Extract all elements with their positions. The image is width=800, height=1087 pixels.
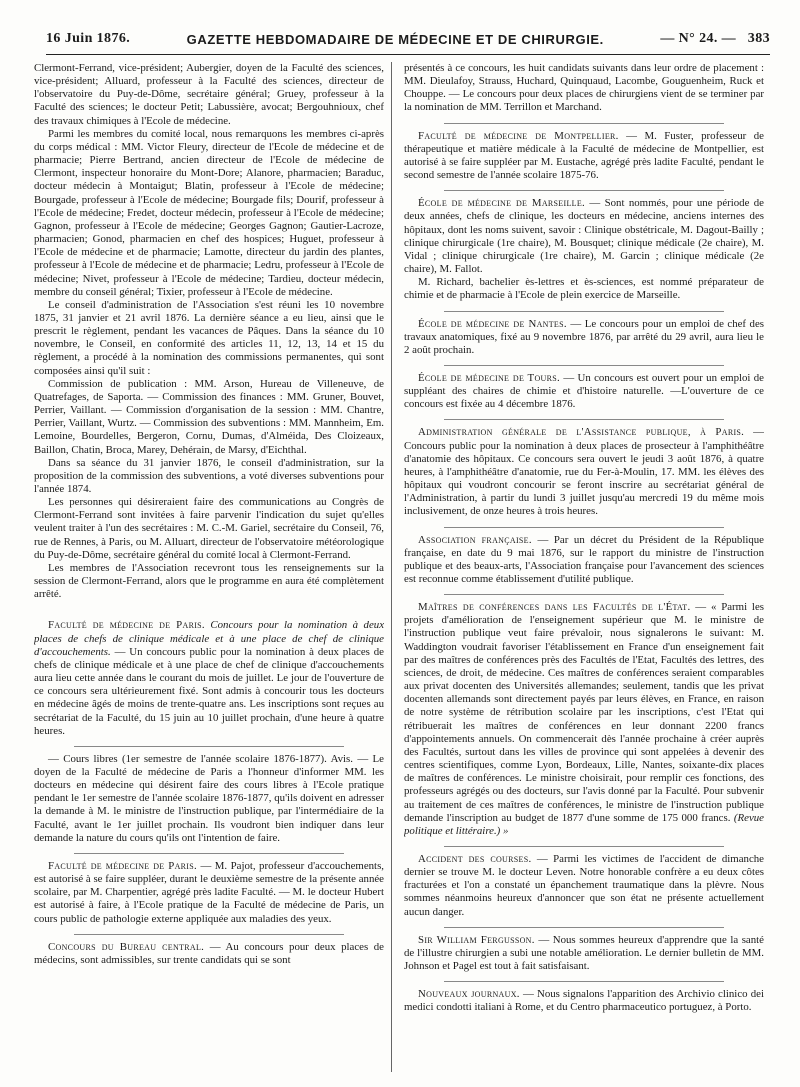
paragraph: Clermont-Ferrand, vice-président; Aubergier, doyen de la Faculté des sciences, vice-président; Alluard, professeur à la Faculté des sciences, directeur de l'observatoire du Puy-de-Dôme, secrétaire général; Gruey, professeur à la Faculté des sciences; le docteur Petit; Labussière, avocat; Bergouhnioux, chef des travaux chimiques à l'Ecole de médecine. — [34, 62, 384, 127]
item-body: — Sont nommés, pour une période de deux années, chefs de clinique, les docteurs en médecine, anciens internes des hôpitaux, dont les noms suivent, savoir : Clinique obstétricale, M. Dagout-Bailly ; clinique chirurgicale (1re chaire), M. Bousquet; clinique médicale (2e chaire), M. Vidal ; clinique chirurgicale (1re chaire), M. Garcin ; clinique médicale (2e chaire), M. Fallot. — [404, 197, 764, 276]
item-body: — M. Pajot, professeur d'accouchements, est autorisé à se faire suppléer, durant le deuxième semestre de la présente année scolaire, par M. Charpentier, agrégé près ladite Faculté. — M. le docteur Hubert est autorisé à faire, à l'Ecole pratique de la Faculté de médecine de Paris, un cours public de pathologie externe appliquée aux maladies des yeux. — [34, 859, 384, 925]
item-separator — [444, 527, 724, 528]
item-heading: Nouveaux journaux. — [418, 988, 520, 1001]
item-heading: Faculté de médecine de Paris. — [48, 619, 205, 632]
page-header — [46, 26, 770, 52]
item-body: — Nous sommes heureux d'apprendre que la santé de l'illustre chirurgien a subi une notable amélioration. Le dernier bulletin de MM. Johnson et Pagel est tout à fait satisfaisant. — [404, 933, 764, 973]
page-number: 383 — [747, 31, 770, 46]
item-heading: Maîtres de conférences dans les Facultés de l'État. — [418, 601, 691, 614]
news-item — [404, 130, 764, 183]
item-body: — Nous signalons l'apparition des Archivio clinico dei medici condotti italiani à Rome, et du Centro pharmaceutico portuguez, à Porto. — [404, 988, 764, 1014]
news-item — [404, 318, 764, 357]
item-source: (Revue politique et littéraire.) » — [404, 811, 764, 837]
news-item — [404, 534, 764, 587]
item-separator — [444, 927, 724, 928]
item-body: — Le concours pour un emploi de chef des travaux anatomiques, fixé au 9 novembre 1876, par arrêté du 29 avril, aura lieu le 2 août prochain. — [404, 317, 764, 356]
item-separator — [444, 846, 724, 847]
item-body: — Parmi les victimes de l'accident de dimanche dernier se trouve M. le docteur Leven. Notre honorable confrère a eu deux côtes fracturées et l'on a constaté un épanchement traumatique dans la plèvre. Nous sommes néanmoins heureux d'annoncer que son état ne présente actuellement aucun danger. — [404, 852, 764, 918]
item-heading: Accident des courses. — [418, 852, 532, 865]
item-heading: École de médecine de Nantes. — [418, 317, 567, 330]
item-heading: Administration générale de l'Assistance publique, à Paris. — [418, 426, 745, 439]
column-divider — [391, 62, 392, 1072]
item-heading: Sir William Fergusson. — [418, 933, 535, 946]
paragraph: Commission de publication : MM. Arson, Hureau de Villeneuve, de Quatrefages, de Saporta. — Commission des finances : MM. Gruner, Bouvet, Perrier, Vaillant. — Commission d'organisation de la session : MM. Chantre, Perrier, Vaillant, Wurtz. — Commission des subventions : MM. Mannheim, Em. Lemoine, Bourdelles, Bergeron, Cornu, Dumas, d'Alméida, Des Cloizeaux, Baillon, Chatin, Broca, Marey, Dehérain, de Marsy, d'Eichthal. — [34, 377, 384, 456]
issue-number: — N° 24. — — [660, 31, 737, 46]
item-body: — Un concours est ouvert pour un emploi de suppléant des chaires de chimie et d'histoire naturelle. —L'ouverture de ce concours est fixée au 4 décembre 1876. — [404, 371, 764, 411]
item-separator — [444, 365, 724, 366]
item-body: — Un concours public pour la nomination à deux places de chefs de clinique médicale et à une place de chef de clinique d'accouchements aura lieu cette année dans le courant du mois de juillet. Le jour de l'ouverture de ce concours sera ultérieurement fixé. Sont admis à concourir tous les docteurs en médecine âgés de moins de trente-quatre ans. Les inscriptions sont reçues au secrétariat de la Faculté, du 15 juin au 10 juillet prochain, d'une heure à quatre heures. — [34, 645, 384, 737]
header-rule — [46, 54, 770, 55]
news-item — [404, 197, 764, 276]
news-item — [404, 426, 764, 518]
paragraph: Parmi les membres du comité local, nous remarquons les membres ci-après du corps médical : MM. Victor Fleury, directeur de l'Ecole de médecine et de pharmacie; Pierre Bertrand, ancien directeur de l'Ecole de médecine de Clermont, inspecteur honoraire du Mont-Dore; Alanore, pharmacien; Baraduc, docteur médecin à Montaigut; Blatin, professeur à l'Ecole de médecine; Bourgade, professeur à l'Ecole de médecine; Bourgade fils; Dourif, professeur à l'Ecole de médecine; Fredet, docteur médecin, professeur à l'Ecole de médecine; Gagnon, professeur à l'Ecole de médecine; Georges Gagnon; Gautier-Lacroze, pharmacien; Gonod, pharmacien en chef des hospices; Huguet, professeur à l'Ecole de médecine et de pharmacie; Lamotte, directeur du jardin des plantes, professeur à l'Ecole de médecine et de pharmacie; Ledru, professeur à l'Ecole de médecine; Nivet, professeur à l'Ecole de médecine; Tardieu, docteur médecin, membre du conseil général; Tixier, professeur à l'Ecole de médecine. — [34, 127, 384, 298]
news-item — [404, 601, 764, 838]
header-title: GAZETTE HEBDOMADAIRE DE MÉDECINE ET DE CHIRURGIE. — [186, 31, 604, 47]
paragraph: Les personnes qui désireraient faire des communications au Congrès de Clermont-Ferrand sont invitées à faire parvenir l'indication du sujet qu'elles veulent traiter à l'un des secrétaires : M. C.-M. Gariel, secrétaire du Conseil, 76, rue de Rennes, à Paris, ou M. Alluart, directeur de l'observatoire météorologique du Puy-de-Dôme, secrétaire général du comité local à Clermont-Ferrand. — [34, 496, 384, 561]
header-issue — [660, 31, 770, 47]
item-separator — [444, 419, 724, 420]
item-heading: Concours du Bureau central. — [48, 940, 205, 953]
news-item — [404, 988, 764, 1014]
item-heading: Faculté de médecine de Montpellier. — [418, 129, 619, 142]
item-subheading: Concours pour la nomination à deux places de chefs de clinique médicale et à une place de chef de clinique d'accouchements. — [34, 619, 384, 658]
item-body: — Concours public pour la nomination à deux places de prosecteur à l'amphithéâtre d'anatomie des hôpitaux. Ce concours sera ouvert le jeudi 3 août 1876, à quatre heures, à l'amphithéâtre d'anatomie, rue du Fer-à-Moulin, 17. MM. les élèves des hôpitaux qui voudront concourir se feront inscrire au secrétariat général de l'Administration, à partir du lundi 3 juillet jusqu'au mercredi 19 du même mois inclusivement, de onze heures à trois heures. — [404, 426, 764, 518]
paragraph: Les membres de l'Association recevront tous les renseignements sur la session de Clermont-Ferrand, alors que le programme en aura été complètement arrêté. — [34, 561, 384, 601]
right-column — [404, 62, 764, 1077]
item-separator — [444, 311, 724, 312]
paragraph: Le conseil d'administration de l'Association s'est réuni les 10 novembre 1875, 31 janvier et 21 avril 1876. La dernière séance a eu lieu, ainsi que le prescrit le règlement, pendant les vacances de Pâques. Dans la séance du 10 novembre, le Conseil, en conformité des articles 11, 12, 13, 14 et 15 du règlement, a procédé à la nomination des commissions permanentes, qui sont composées ainsi qu'il suit : — [34, 298, 384, 377]
item-body: — Au concours pour deux places de médecins, sont admissibles, sur trente candidats qui se sont — [34, 940, 384, 966]
news-item — [34, 860, 384, 926]
news-item — [404, 934, 764, 973]
item-body: — « Parmi les projets d'amélioration de l'enseignement supérieur que M. le ministre de l'instruction publique veut faire prévaloir, nous signalerons le suivant: M. Waddington voudrait favoriser l'établissement en France d'un enseignement fait par des maîtres de conférences près des Facultés de l'Etat, Facultés des lettres, des sciences, de droit, de médecine. Ces maîtres de conférences seraient comparables aux privat docenten des Universités allemandes; seulement, tandis que les privat docenten allemands sont directement payés par leurs élèves, en France, en raison de notre système de rétribution scolaire par les inscriptions, c'est l'Etat qui rétribuerait les maîtres de conférences en leur donnant 2200 francs d'appointements annuels. On commencerait dès l'année prochaine à créer auprès des Facultés, surtout dans les villes de province qui sont appelées à devenir des centres scientifiques, comme Lyon, Bordeaux, Lille, Nantes, soixante-dix places de maîtres de conférences. Le ministre choisirait, pour remplir ces fonctions, des professeurs agrégés ou des docteurs, sur l'avis donné par la Faculté. Pour subvenir au traitement de ces maîtres de conférences, le ministre de l'instruction publique demande l'inscription au budget de 1877 d'une somme de 175 000 francs. — [404, 601, 764, 824]
item-separator — [444, 594, 724, 595]
item-heading: École de médecine de Marseille. — [418, 197, 586, 210]
item-body: — Par un décret du Président de la République française, en date du 9 mai 1876, sur le rapport du ministre de l'instruction publique et des beaux-arts, l'Association française pour l'avancement des sciences est reconnue comme établissement d'utilité publique. — [404, 533, 764, 585]
paragraph: M. Richard, bachelier ès-lettres et ès-sciences, est nommé préparateur de chimie et de pharmacie à l'Ecole de plein exercice de Marseille. — [404, 276, 764, 302]
paragraph: présentés à ce concours, les huit candidats suivants dans leur ordre de placement : MM. Dieulafoy, Strauss, Huchard, Quinquaud, Lacombe, Gouguenheim, Ruck et Chouppe. — Le concours pour deux places de chirurgiens vient de se terminer par la nomination de MM. Terrillon et Marchand. — [404, 62, 764, 114]
paragraph: Dans sa séance du 31 janvier 1876, le conseil d'administration, sur la proposition de la commission des subventions, a voté diverses subventions pour l'année 1874. — [34, 456, 384, 495]
news-item — [404, 372, 764, 411]
item-separator — [444, 981, 724, 982]
item-heading: École de médecine de Tours. — [418, 371, 561, 384]
item-separator — [74, 934, 344, 935]
item-body: — M. Fuster, professeur de thérapeutique et matière médicale à la Faculté de médecine de Montpellier, est autorisé à se faire suppléer par M. Eustache, agrégé près ladite Faculté, pendant le second semestre de l'année scolaire 1875-76. — [404, 129, 764, 182]
left-column — [34, 62, 384, 1077]
item-heading: Association française. — [418, 533, 532, 546]
item-separator — [74, 746, 344, 747]
header-date: 16 Juin 1876. — [46, 31, 131, 46]
item-separator — [74, 853, 344, 854]
news-item: — Cours libres (1er semestre de l'année scolaire 1876-1877). Avis. — Le doyen de la Faculté de médecine de Paris a l'honneur d'informer MM. les docteurs en médecine qui désirent faire des cours libres à l'Ecole pratique pendant le 1er semestre de l'année scolaire 1876-1877, qu'ils doivent en adresser la demande à M. le ministre de l'instruction publique, par l'intermédiaire de la Faculté, avant le 1er juillet prochain. Ils voudront bien indiquer dans leur demande la nature du cours qu'ils ont l'intention de faire. — [34, 752, 384, 844]
item-separator — [444, 123, 724, 124]
item-heading: Faculté de médecine de Paris. — [48, 859, 198, 872]
item-separator — [444, 190, 724, 191]
news-item — [404, 853, 764, 919]
news-item — [34, 619, 384, 737]
news-item — [34, 941, 384, 967]
